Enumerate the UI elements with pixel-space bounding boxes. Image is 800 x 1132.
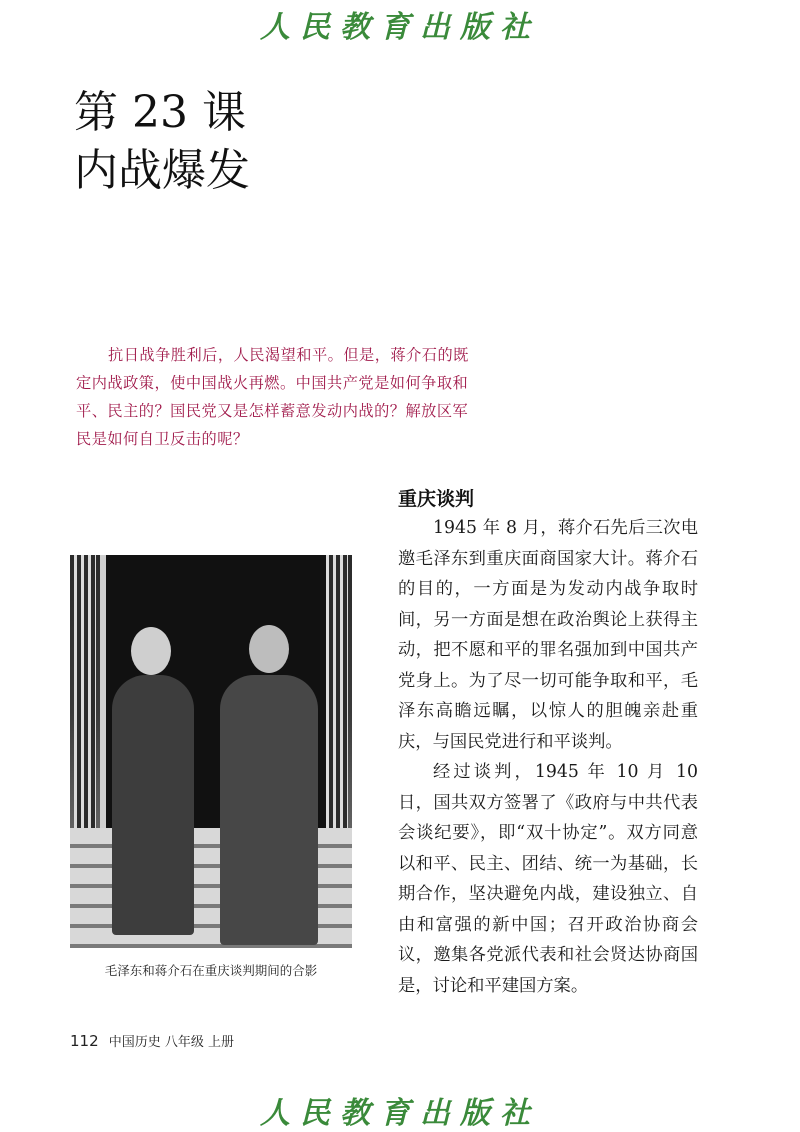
lesson-title: 内战爆发 bbox=[74, 145, 250, 196]
photo-pillar-right bbox=[326, 555, 348, 855]
book-title: 中国历史 八年级 上册 bbox=[108, 1035, 235, 1050]
body-paragraph-2: 经过谈判，1945 年 10 月 10 日，国共双方签署了《政府与中共代表会谈纪要》，即“双十协定”。双方同意以和平、民主、团结、统一为基础，长期合作，坚决避免内战，建设独立、自由和富强的新中国；召开政治协商会议，邀集各党派代表和社会贤达协商国是，讨论和平建国方案。 bbox=[398, 762, 698, 996]
page-footer bbox=[70, 1031, 234, 1050]
page-number: 112 bbox=[70, 1032, 99, 1050]
photo-caption: 毛泽东和蒋介石在重庆谈判期间的合影 bbox=[104, 963, 318, 978]
publisher-watermark-bottom: 人民教育出版社 bbox=[260, 1096, 540, 1131]
photo-head-right bbox=[249, 625, 289, 673]
lesson-intro: 抗日战争胜利后，人民渴望和平。但是，蒋介石的既定内战政策，使中国战火再燃。中国共产党是如何争取和平、民主的？国民党又是怎样蓄意发动内战的？解放区军民是如何自卫反击的呢？ bbox=[76, 346, 469, 448]
photo-person-left bbox=[112, 675, 194, 935]
section-heading: 重庆谈判 bbox=[398, 488, 475, 510]
publisher-watermark-top: 人民教育出版社 bbox=[260, 10, 540, 45]
photo-pillar-left bbox=[74, 555, 96, 855]
lesson-title-block bbox=[74, 84, 250, 200]
body-paragraph-1: 1945 年 8 月，蒋介石先后三次电邀毛泽东到重庆面商国家大计。蒋介石的目的，一方面是为发动内战争取时间，另一方面是想在政治舆论上获得主动，把不愿和平的罪名强加到中国共产党身上。为了尽一切可能争取和平，毛泽东高瞻远瞩，以惊人的胆魄亲赴重庆，与国民党进行和平谈判。 bbox=[398, 518, 698, 752]
photo-head-left bbox=[131, 627, 171, 675]
section-body bbox=[398, 513, 698, 1001]
photo-person-right bbox=[220, 675, 318, 945]
lesson-number: 第 23 课 bbox=[74, 87, 246, 138]
historical-photo bbox=[70, 555, 352, 948]
